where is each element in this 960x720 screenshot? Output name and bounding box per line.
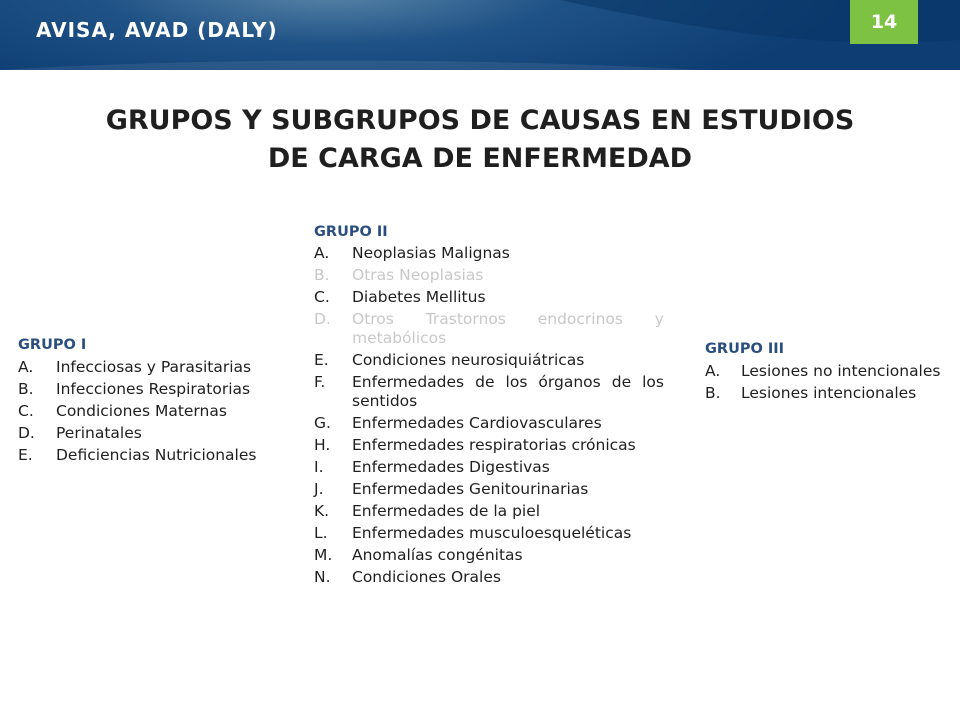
list-text: Enfermedades Cardiovasculares [352,414,602,432]
group-heading: GRUPO II [314,224,388,240]
list-marker: B. [18,380,34,398]
list-item [314,288,664,307]
list-text: Lesiones no intencionales [741,362,941,380]
list-marker: K. [314,502,330,520]
header-title: AVISA, AVAD (DALY) [36,18,278,42]
slide-title-line-1: GRUPOS Y SUBGRUPOS DE CAUSAS EN ESTUDIOS [105,105,855,136]
list-marker: G. [314,414,331,432]
group-3 [705,341,950,405]
list-item [705,383,950,404]
list-text: Condiciones neurosiquiátricas [352,351,585,369]
list-text: Enfermedades Genitourinarias [352,480,589,498]
list-item [314,414,664,433]
list-item [314,351,664,370]
list-text: Condiciones Orales [352,568,501,586]
cause-list [314,244,664,587]
list-marker: E. [18,446,33,464]
slide-title [40,102,920,178]
group-heading: GRUPO III [705,341,785,357]
list-text: Infecciosas y Parasitarias [56,358,252,376]
list-marker: H. [314,436,331,454]
slide-title-line-2: DE CARGA DE ENFERMEDAD [267,143,693,174]
page-number-badge: 14 [850,0,918,44]
list-marker: J. [314,480,324,498]
list-text: Neoplasias Malignas [352,244,510,262]
list-item [314,436,664,455]
list-item [314,546,664,565]
list-item [314,458,664,477]
list-marker: I. [314,458,324,476]
list-text: Anomalías congénitas [352,546,523,564]
list-marker: M. [314,546,333,564]
list-item [314,244,664,263]
list-marker: F. [314,373,326,391]
list-item [314,266,664,285]
list-text: Otros Trastornos endocrinos y metabólicos [352,310,664,347]
list-text: Enfermedades musculoesqueléticas [352,524,632,542]
list-marker: A. [18,358,34,376]
list-item [314,480,664,499]
cause-list [705,361,950,404]
list-item [314,568,664,587]
list-text: Enfermedades respiratorias crónicas [352,436,636,454]
list-text: Infecciones Respiratorias [56,380,251,398]
list-item [18,423,288,444]
list-marker: N. [314,568,331,586]
group-1 [18,337,288,467]
list-item [18,401,288,422]
list-text: Lesiones intencionales [741,384,917,402]
list-item [18,445,288,466]
list-text: Enfermedades de los órganos de los sentidos [352,373,664,410]
group-heading: GRUPO I [18,337,87,353]
list-marker: D. [18,424,35,442]
list-text: Otras Neoplasias [352,266,484,284]
list-item [18,379,288,400]
list-text: Perinatales [56,424,142,442]
group-2 [314,224,664,590]
list-marker: C. [18,402,34,420]
list-marker: B. [314,266,330,284]
list-text: Deficiencias Nutricionales [56,446,257,464]
list-marker: B. [705,384,721,402]
list-marker: E. [314,351,329,369]
list-item [314,502,664,521]
list-marker: D. [314,310,331,328]
list-marker: A. [705,362,721,380]
list-item [705,361,950,382]
list-item [314,373,664,411]
list-item [18,357,288,378]
list-marker: L. [314,524,328,542]
list-text: Enfermedades de la piel [352,502,541,520]
list-text: Diabetes Mellitus [352,288,486,306]
list-marker: C. [314,288,330,306]
list-item [314,310,664,348]
list-text: Enfermedades Digestivas [352,458,550,476]
list-item [314,524,664,543]
cause-list [18,357,288,466]
list-text: Condiciones Maternas [56,402,227,420]
list-marker: A. [314,244,330,262]
